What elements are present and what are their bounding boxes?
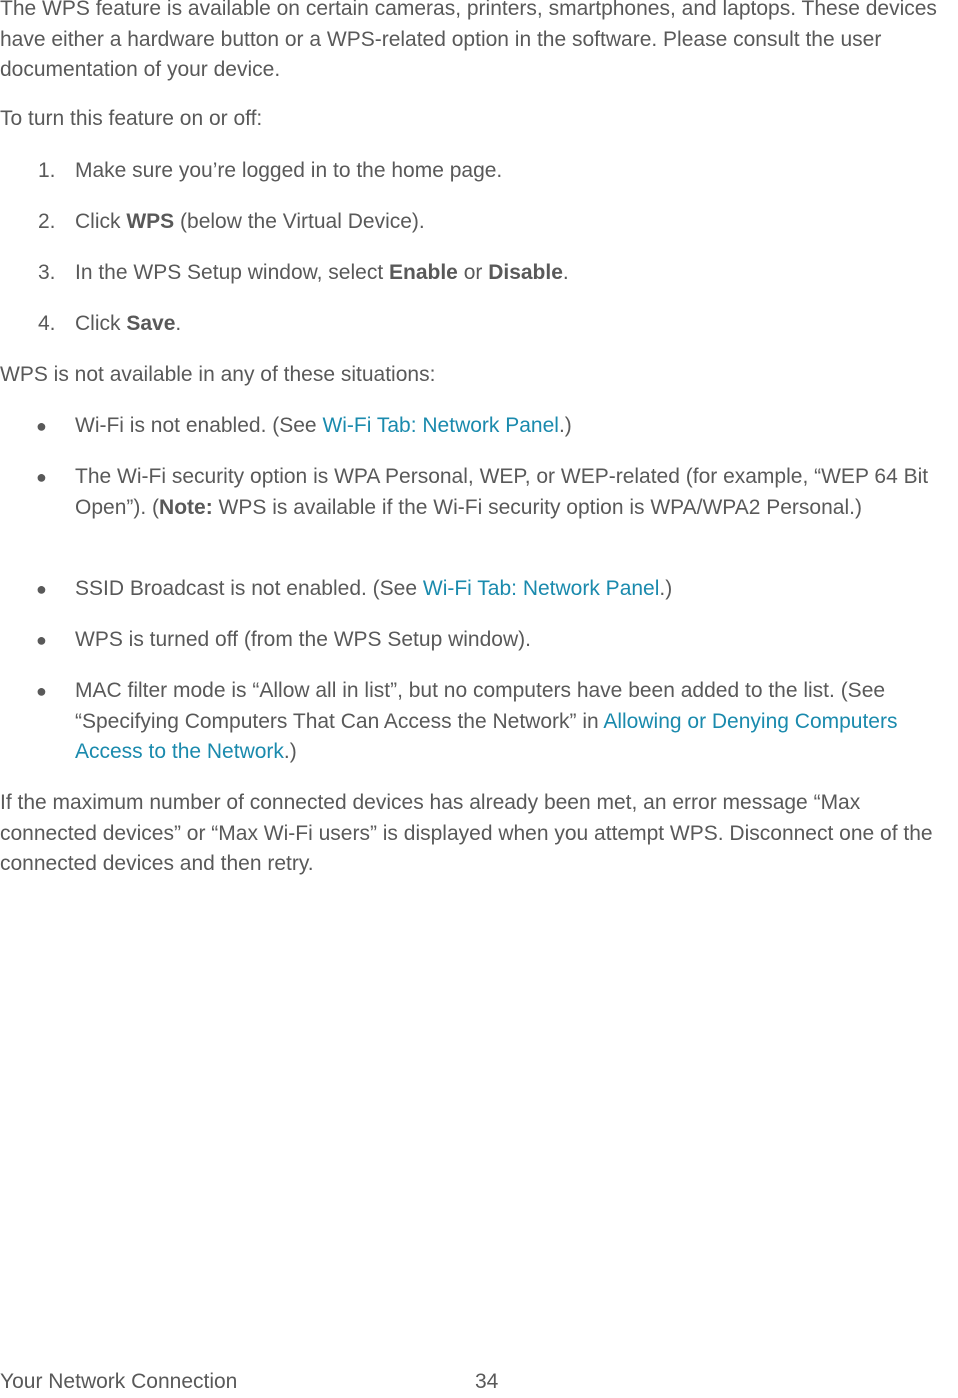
step-number: 2. [38, 210, 56, 233]
footer-title: Your Network Connection [0, 1370, 238, 1393]
step-number: 4. [38, 312, 56, 335]
page-number: 34 [475, 1370, 499, 1393]
note-label: Note: [159, 495, 213, 519]
bold-term: Save [126, 312, 176, 335]
closing-paragraph: If the maximum number of connected devices has already been met, an error message “Max connected devices” or “Max Wi-Fi users” is displayed when you attempt WPS. Disconnect one of the connected devices and then retry. [0, 791, 933, 875]
intro-paragraph: The WPS feature is available on certain cameras, printers, smartphones, and laptops. These devices have either a hardware button or a WPS-related option in the software. Please consult the user documentation of your device. [0, 0, 937, 81]
bullet-icon: ● [36, 467, 47, 487]
bold-term: Disable [488, 261, 563, 284]
steps-lead: To turn this feature on or off: [0, 107, 263, 130]
step-number: 3. [38, 261, 56, 284]
bullet-text: Wi-Fi is not enabled. (See Wi-Fi Tab: Network Panel.) [75, 414, 572, 437]
bullet-icon: ● [36, 579, 47, 599]
page-footer [0, 1367, 958, 1397]
bullet-text: MAC filter mode is “Allow all in list”, but no computers have been added to the list. (See “Specifying Computers That Can Access the Network” in Allowing or Denying Computers Access to the Network.) [75, 679, 898, 763]
step-number: 1. [38, 159, 56, 182]
bold-term: Enable [389, 261, 458, 284]
bullet-icon: ● [36, 681, 47, 701]
bold-term: WPS [126, 210, 175, 233]
step-text: Click WPS (below the Virtual Device). [75, 210, 425, 233]
step-text: In the WPS Setup window, select Enable or Disable. [75, 261, 569, 284]
wifi-tab-network-panel-link[interactable]: Wi-Fi Tab: Network Panel [422, 577, 660, 600]
bullet-icon: ● [36, 630, 47, 650]
bullet-text: SSID Broadcast is not enabled. (See Wi-Fi Tab: Network Panel.) [75, 577, 673, 600]
allowing-or-denying-computers-link[interactable]: Allowing or Denying Computers Access to the Network [75, 709, 898, 763]
bullet-text: The Wi-Fi security option is WPA Personal, WEP, or WEP-related (for example, “WEP 64 Bit Open”). (Note: WPS is available if the Wi-Fi security option is WPA/WPA2 Personal.) [75, 465, 929, 519]
bullet-icon: ● [36, 416, 47, 436]
bullet-text: WPS is turned off (from the WPS Setup window). [75, 628, 531, 651]
wifi-tab-network-panel-link[interactable]: Wi-Fi Tab: Network Panel [322, 414, 559, 437]
step-text: Click Save. [75, 312, 182, 335]
step-text: Make sure you’re logged in to the home page. [75, 159, 503, 182]
unavailable-lead: WPS is not available in any of these situations: [0, 363, 436, 386]
